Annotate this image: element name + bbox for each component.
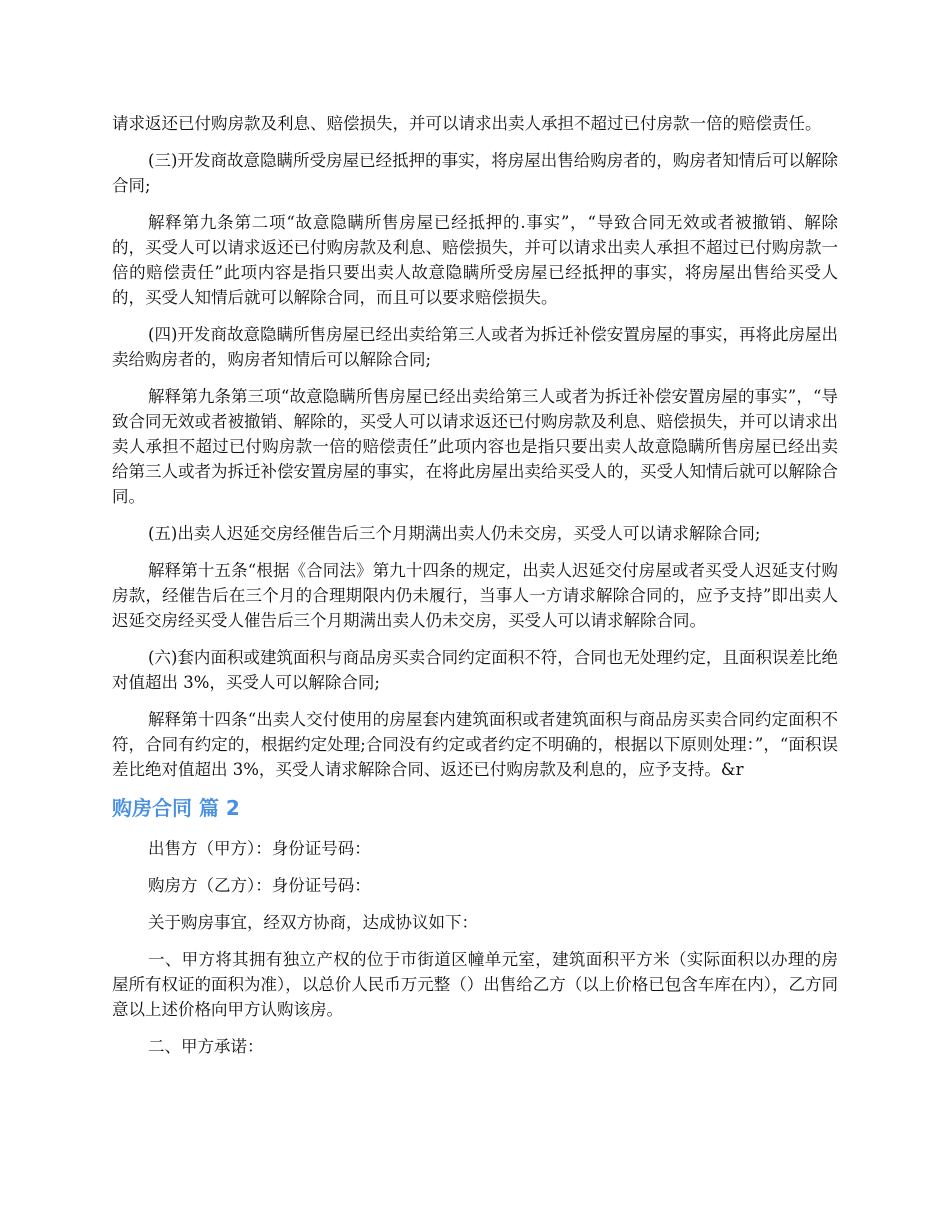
paragraph-clause-4: (四)开发商故意隐瞒所售房屋已经出卖给第三人或者为拆迁补偿安置房屋的事实，再将此房屋出卖给购房者的，购房者知情后可以解除合同; <box>112 325 838 369</box>
paragraph-explanation-5: 解释第十五条“根据《合同法》第九十四条的规定，出卖人迟延交付房屋或者买受人迟延支付购房款，经催告后在三个月的合理期限内仍未履行，当事人一方请求解除合同的，应予支持”即出卖人迟延交房经买受人催告后三个月期满出卖人仍未交房，买受人可以请求解除合同。 <box>112 561 838 630</box>
paragraph-agreement-intro: 关于购房事宜，经双方协商，达成协议如下： <box>148 913 478 932</box>
paragraph-article-2: 二、甲方承诺： <box>148 1037 264 1056</box>
paragraph-explanation-3: 解释第九条第二项“故意隐瞒所售房屋已经抵押的.事实”，“导致合同无效或者被撤销、解除的，买受人可以请求返还已付购房款及利息、赔偿损失，并可以请求出卖人承担不超过已付购房款一倍的赔偿责任”此项内容是指只要出卖人故意隐瞒所受房屋已经抵押的事实，将房屋出售给买受人的，买受人知情后就可以解除合同，而且可以要求赔偿损失。 <box>112 213 838 307</box>
section-heading: 购房合同 篇 2 <box>112 796 240 820</box>
paragraph-seller: 出售方（甲方）：身份证号码： <box>148 839 371 858</box>
paragraph-explanation-6: 解释第十四条“出卖人交付使用的房屋套内建筑面积或者建筑面积与商品房买卖合同约定面积不符，合同有约定的，根据约定处理;合同没有约定或者约定不明确的，根据以下原则处理：”，“面积误差比绝对值超出 3%，买受人请求解除合同、返还已付购房款及利息的，应予支持。&r <box>112 710 838 779</box>
paragraph-clause-6: (六)套内面积或建筑面积与商品房买卖合同约定面积不符，合同也无处理约定，且面积误差比绝对值超出 3%，买受人可以解除合同; <box>112 648 838 692</box>
paragraph-article-1: 一、甲方将其拥有独立产权的位于市街道区幢单元室，建筑面积平方米（实际面积以办理的房屋所有权证的面积为准），以总价人民币万元整（）出售给乙方（以上价格已包含车库在内），乙方同意以上述价格向甲方认购该房。 <box>112 950 838 1019</box>
paragraph-buyer: 购房方（乙方）：身份证号码： <box>148 876 371 895</box>
paragraph-clause-5: (五)出卖人迟延交房经催告后三个月期满出卖人仍未交房，买受人可以请求解除合同; <box>148 524 761 543</box>
paragraph-explanation-4: 解释第九条第三项“故意隐瞒所售房屋已经出卖给第三人或者为拆迁补偿安置房屋的事实”，“导致合同无效或者被撤销、解除的，买受人可以请求返还已付购房款及利息、赔偿损失，并可以请求出卖人承担不超过已付购房款一倍的赔偿责任”此项内容也是指只要出卖人故意隐瞒所售房屋已经出卖给第三人或者为拆迁补偿安置房屋的事实，在将此房屋出卖给买受人的，买受人知情后就可以解除合同。 <box>112 387 838 506</box>
paragraph-clause-3: (三)开发商故意隐瞒所受房屋已经抵押的事实，将房屋出售给购房者的，购房者知情后可以解除合同; <box>112 151 838 195</box>
paragraph-continuation: 请求返还已付购房款及利息、赔偿损失，并可以请求出卖人承担不超过已付房款一倍的赔偿责任。 <box>112 114 822 133</box>
